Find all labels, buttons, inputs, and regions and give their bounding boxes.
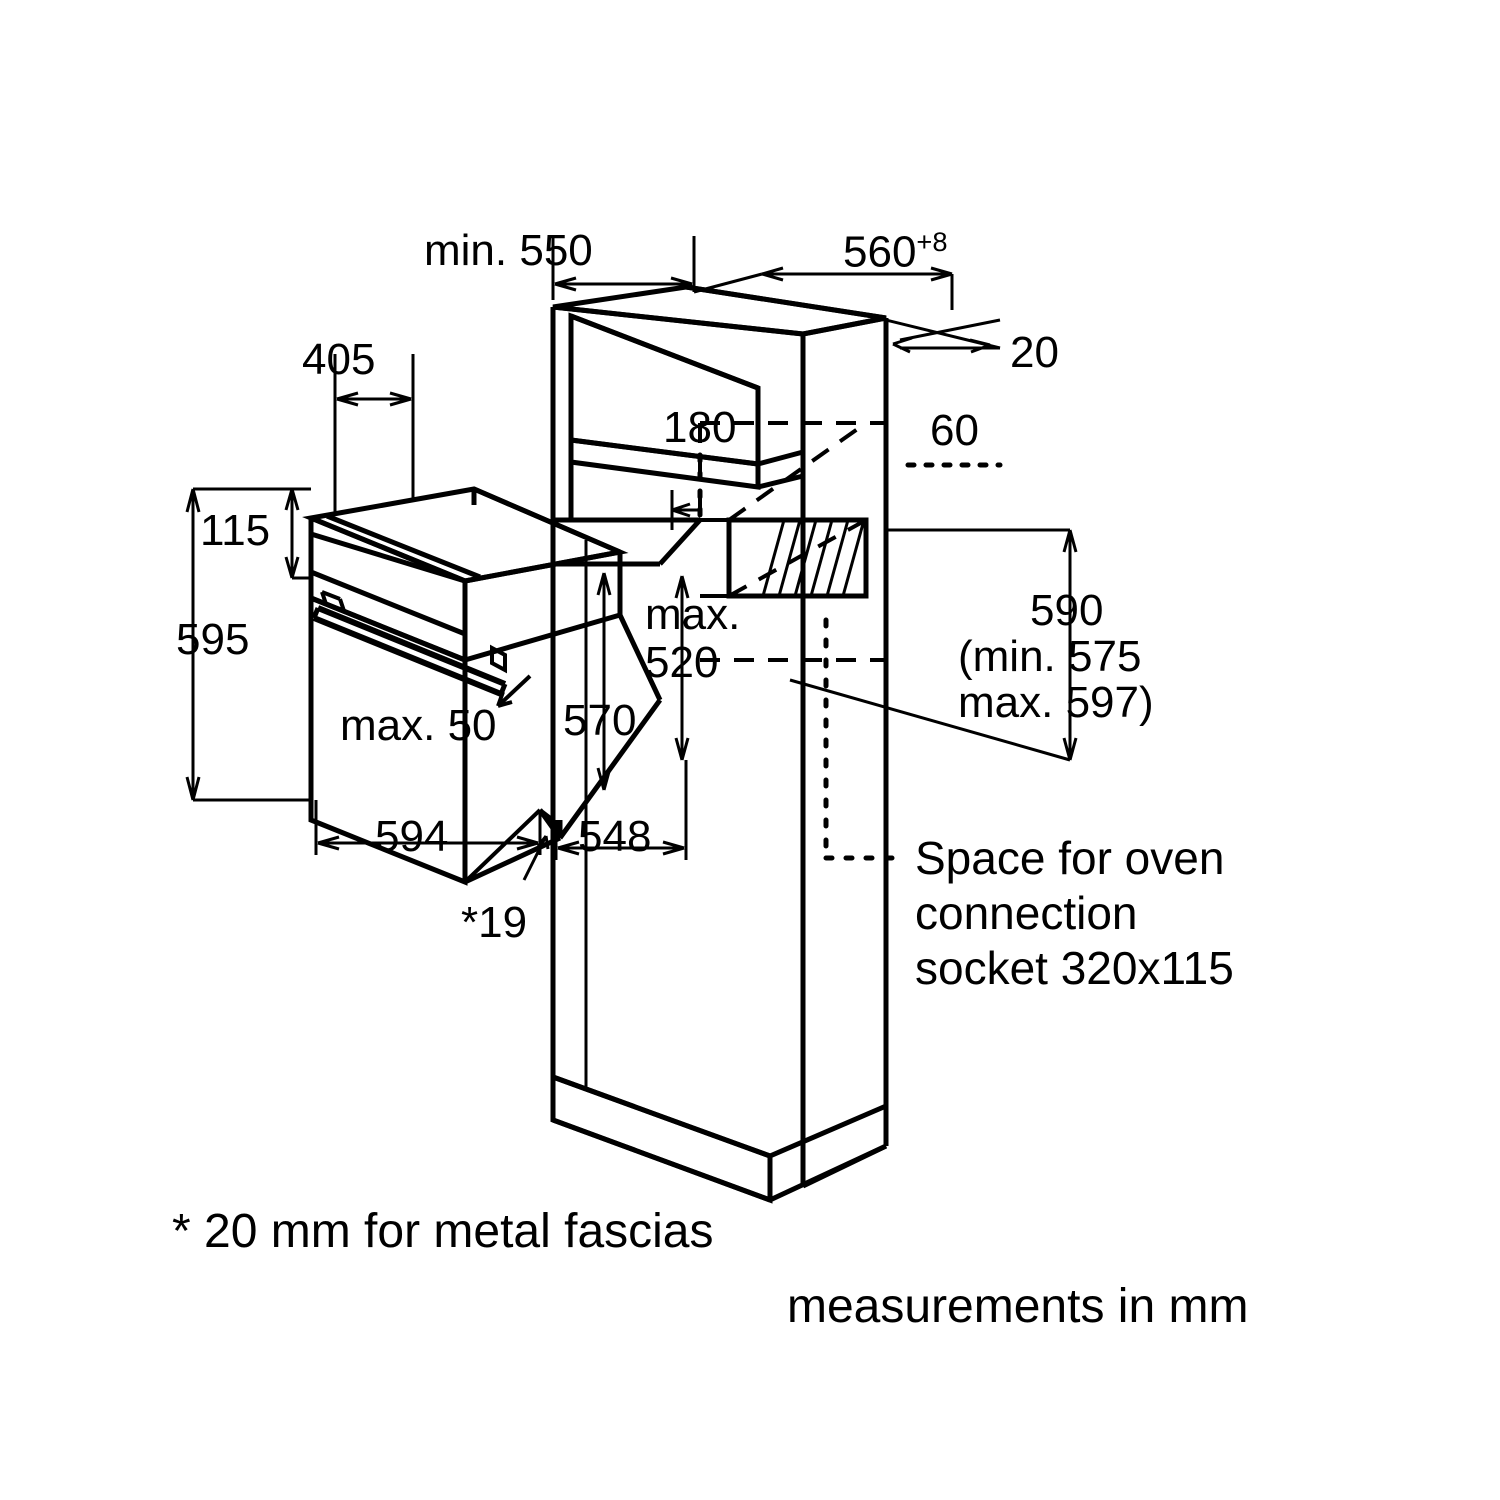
label-560-tolerance: +8 <box>916 226 948 257</box>
socket-note-line-2: connection <box>915 887 1138 939</box>
label-594: 594 <box>375 812 449 861</box>
socket-note-line-1: Space for oven <box>915 832 1225 884</box>
label-60: 60 <box>930 406 979 455</box>
label-max-597: max. 597) <box>958 678 1154 727</box>
label-115: 115 <box>200 506 271 555</box>
label-560-plus-8: $560^{+8}$ <box>843 226 948 277</box>
label-min-550: min. 550 <box>424 226 593 275</box>
label-405: 405 <box>302 335 376 384</box>
label-star-19: *19 <box>461 898 528 947</box>
socket-note-line-3: socket 320x115 <box>915 942 1234 994</box>
label-20: 20 <box>1010 328 1059 377</box>
footnote-metal-fascias: * 20 mm for metal fascias <box>172 1205 714 1258</box>
label-min-575: (min. 575 <box>958 632 1142 681</box>
label-max-50: max. 50 <box>340 701 497 750</box>
label-590: 590 <box>1030 586 1104 635</box>
units-note: measurements in mm <box>787 1280 1249 1333</box>
dimension-lines <box>187 236 1076 880</box>
label-570: 570 <box>563 696 637 745</box>
oven-door-handle <box>318 608 505 684</box>
cabinet-base-front <box>553 1077 770 1200</box>
label-548: 548 <box>578 812 652 861</box>
label-520: 520 <box>645 638 719 687</box>
oven-right-side-top <box>465 615 620 660</box>
label-180: 180 <box>663 403 737 452</box>
label-595: 595 <box>176 615 250 664</box>
label-max: max. <box>645 590 741 639</box>
